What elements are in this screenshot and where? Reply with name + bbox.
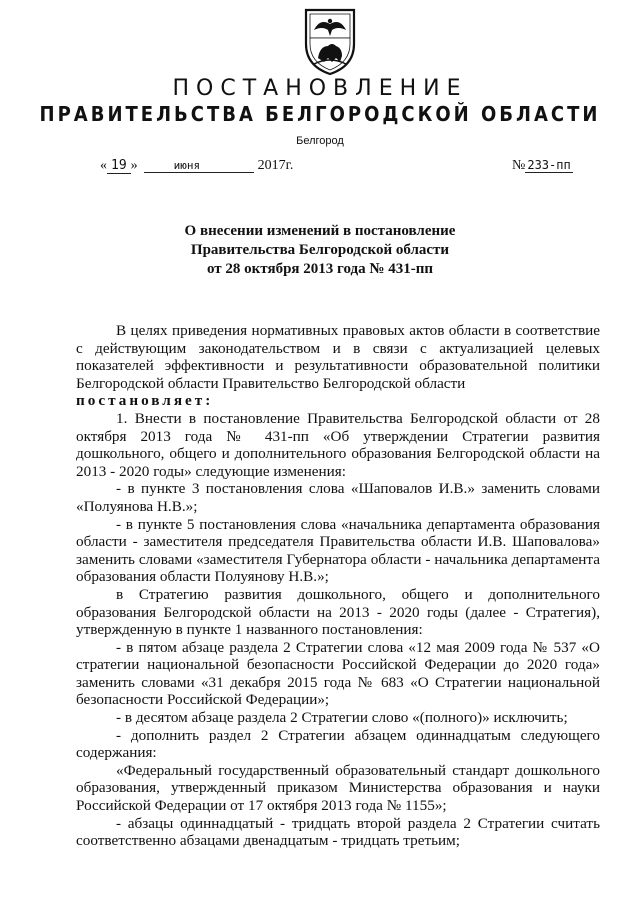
document-type-title: ПОСТАНОВЛЕНИЕ (172, 76, 468, 101)
paragraph-change-3: - в пятом абзаце раздела 2 Стратегии слова «12 мая 2009 года № 537 «О стратегии национальной безопасности Российской Федерации до 2020 года» заменить словами «31 декабря 2015 года № 683 «О Стратегии национальной безопасности Российской Федерации»; (76, 638, 600, 709)
date-month: июня (144, 159, 254, 173)
belgorod-coat-of-arms-icon (302, 6, 358, 76)
date-day: 19 (107, 158, 131, 174)
paragraph-change-6: - абзацы одиннадцатый - тридцать второй раздела 2 Стратегии считать соответственно абзацами двенадцатым - тридцать третьим; (76, 814, 600, 850)
paragraph-item-1: 1. Внести в постановление Правительства Белгородской области от 28 октября 2013 года № 431-пп «Об утверждении Стратегии развития дошкольного, общего и дополнительного образования Белгородской области на 2013 - 2020 годы» следующие изменения: (76, 409, 600, 480)
document-number (512, 158, 573, 174)
number-prefix: № (512, 158, 526, 173)
date-year: 2017 (257, 158, 286, 173)
subject-line-2: Правительства Белгородской области (190, 242, 450, 258)
paragraph-change-2: - в пункте 5 постановления слова «начальника департамента образования области - заместителя председателя Правительства области И.В. Шаповалова» заменить словами «заместителя Губернатора области - начальника департамента образования области Полуянову Н.В.»; (76, 515, 600, 586)
document-date (100, 158, 293, 174)
paragraph-change-5: - дополнить раздел 2 Стратегии абзацем одиннадцатым следующего содержания: (76, 726, 600, 762)
date-year-suffix: г. (285, 158, 294, 173)
document-body (76, 322, 600, 850)
date-open-quote: « (100, 158, 107, 173)
issuing-authority: ПРАВИТЕЛЬСТВА БЕЛГОРОДСКОЙ ОБЛАСТИ (39, 102, 601, 127)
date-close-quote: » (130, 158, 138, 173)
resolves-word: постановляет: (76, 392, 214, 410)
paragraph-change-1: - в пункте 3 постановления слова «Шаповалов И.В.» заменить словами «Полуянова Н.В.»; (76, 480, 600, 515)
paragraph-change-4: - в десятом абзаце раздела 2 Стратегии слово «(полного)» исключить; (116, 709, 568, 727)
city: Белгород (296, 135, 344, 147)
subject-line-3: от 28 октября 2013 года № 431-пп (206, 261, 433, 277)
paragraph-preamble: В целях приведения нормативных правовых актов области в соответствие с действующим законодательством и в связи с актуализацией целевых показателей эффективности и результативности образовательной политики Белгородской области Правительство Белгородской области (76, 322, 600, 392)
paragraph-strategy-intro: в Стратегию развития дошкольного, общего и дополнительного образования Белгородской области на 2013 - 2020 годы (далее - Стратегия), утвержденную в пункте 1 названного постановления: (76, 585, 600, 639)
document-subject (0, 222, 640, 279)
subject-line-1: О внесении изменений в постановление (184, 223, 456, 239)
paragraph-quote: «Федеральный государственный образовательный стандарт дошкольного образования, утвержденный приказом Министерства образования и науки Российской Федерации от 17 октября 2013 года № 1155»; (76, 761, 600, 815)
number-value: 233-пп (527, 158, 571, 172)
